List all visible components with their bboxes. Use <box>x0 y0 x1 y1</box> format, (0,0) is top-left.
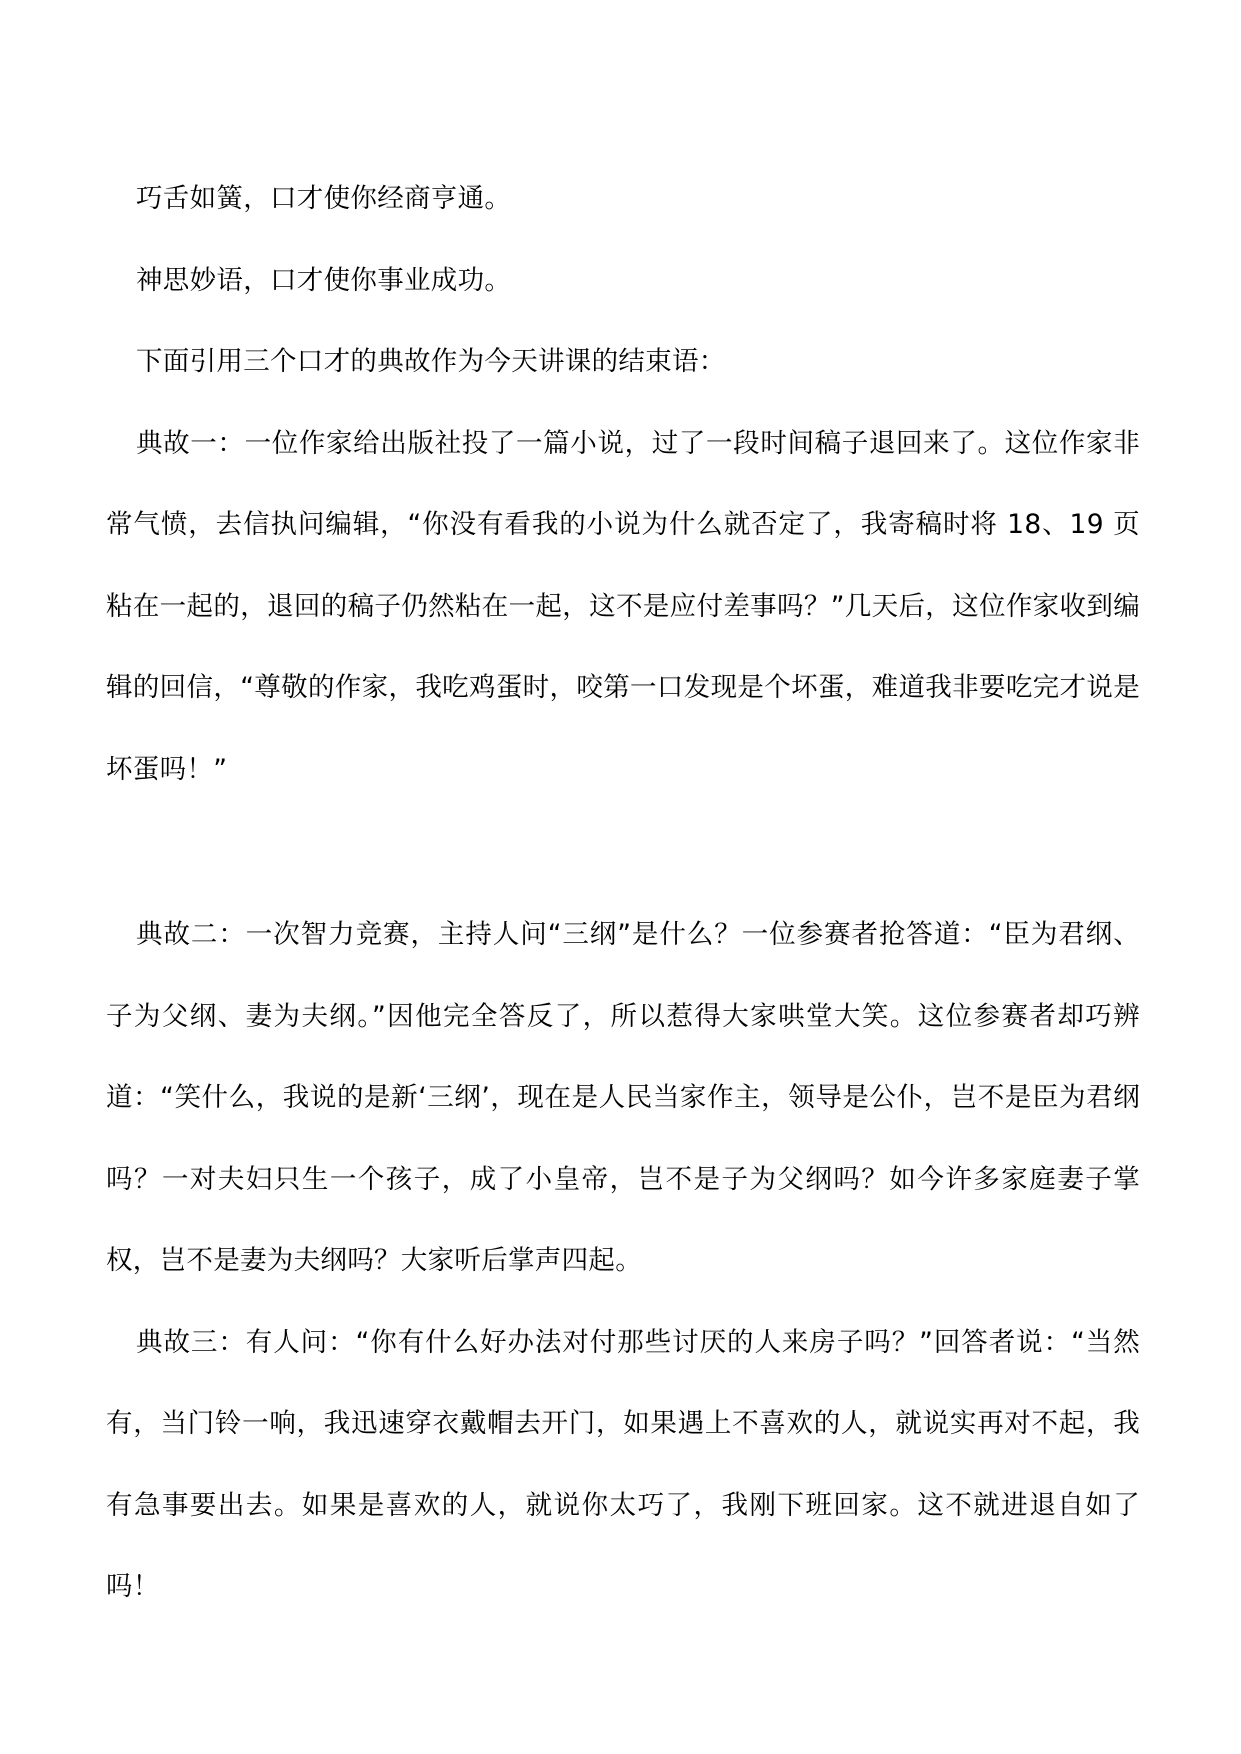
paragraph-intro-anecdotes: 下面引用三个口才的典故作为今天讲课的结束语： <box>136 346 726 377</box>
paragraph-anecdote-two: 典故二：一次智力竞赛，主持人问“三纲”是什么？一位参赛者抢答道：“臣为君纲、子为父纲、妻为夫纲。”因他完全答反了，所以惹得大家哄堂大笑。这位参赛者却巧辨道：“笑什么，我说的是新‘三纲’，现在是人民当家作主，领导是公仆，岂不是臣为君纲吗？一对夫妇只生一个孩子，成了小皇帝，岂不是子为父纲吗？如今许多家庭妻子掌权，岂不是妻为夫纲吗？大家听后掌声四起。 <box>106 919 1140 1276</box>
paragraph-anecdote-three: 典故三：有人问：“你有什么好办法对付那些讨厌的人来房子吗？”回答者说：“当然有，当门铃一响，我迅速穿衣戴帽去开门，如果遇上不喜欢的人，就说实再对不起，我有急事要出去。如果是喜欢的人，就说你太巧了，我刚下班回家。这不就进退自如了吗！ <box>106 1326 1140 1602</box>
paragraph-eloquence-business: 巧舌如簧，口才使你经商亨通。 <box>136 183 512 214</box>
document-body <box>106 158 1140 1628</box>
paragraph-spacer <box>106 810 1140 894</box>
paragraph-eloquence-career: 神思妙语，口才使你事业成功。 <box>136 264 512 296</box>
paragraph-anecdote-one: 典故一：一位作家给出版社投了一篇小说，过了一段时间稿子退回来了。这位作家非常气愤，去信执问编辑，“你没有看我的小说为什么就否定了，我寄稿时将 18、19 页粘在一起的，退回的稿子仍然粘在一起，这不是应付差事吗？”几天后，这位作家收到编辑的回信，“尊敬的作家，我吃鸡蛋时，咬第一口发现是个坏蛋，难道我非要吃完才说是坏蛋吗！” <box>106 427 1140 785</box>
